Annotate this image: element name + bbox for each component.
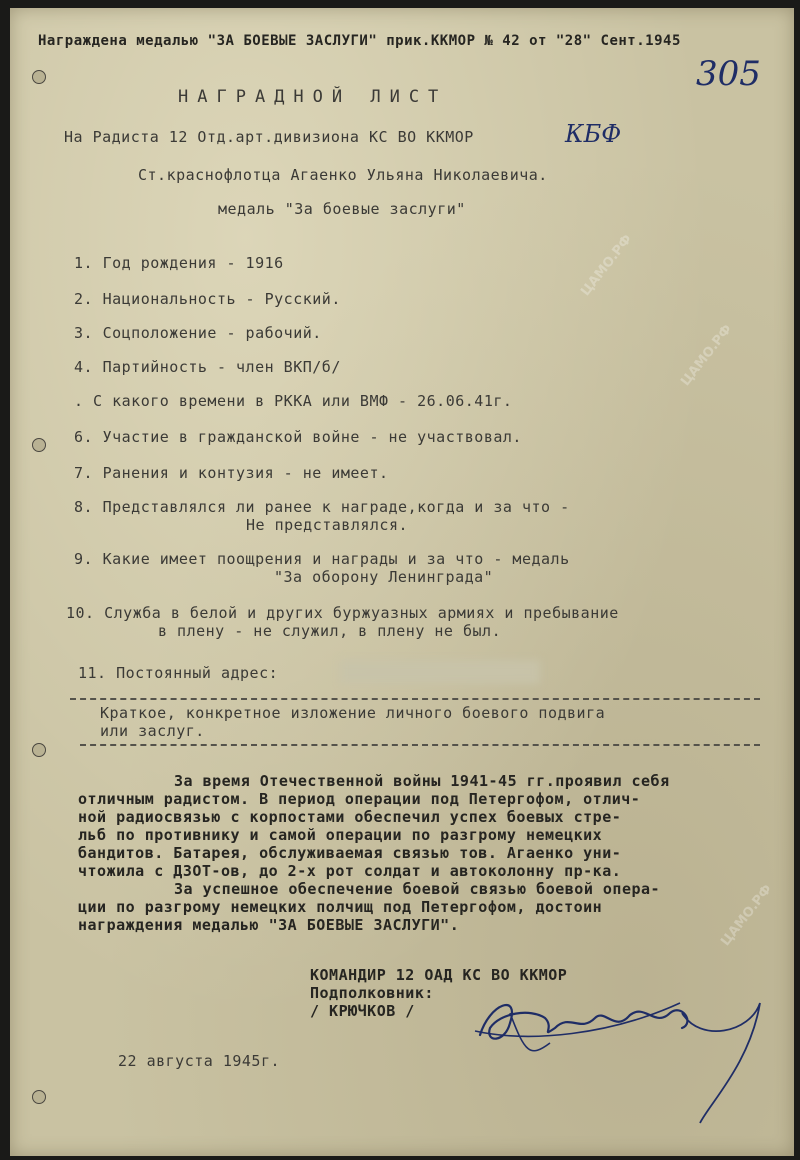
summary-line: отличным радистом. В период операции под Петергофом, отлич- [78,790,641,808]
separator-line [70,698,760,700]
watermark: ЦАМО.РФ [578,231,636,300]
punch-hole [32,70,46,84]
medal-name: медаль "За боевые заслуги" [218,200,466,218]
watermark: ЦАМО.РФ [718,881,776,950]
punch-hole [32,1090,46,1104]
item-birth-year: 1. Год рождения - 1916 [74,254,284,272]
item-service-start: . С какого времени в РККА или ВМФ - 26.06.41г. [74,392,513,410]
recipient-unit: На Радиста 12 Отд.арт.дивизиона КС ВО ККМОР [64,128,474,146]
summary-line: ции по разгрому немецких полчищ под Петергофом, достоин [78,898,603,916]
summary-line: награждения медалью "ЗА БОЕВЫЕ ЗАСЛУГИ". [78,916,460,934]
summary-line: льб по противнику и самой операции по разгрому немецких [78,826,603,844]
item-rewards-answer: "За оборону Ленинграда" [274,568,494,586]
summary-line: За время Отечественной войны 1941-45 гг.проявил себя [174,772,670,790]
item-white-army: 10. Служба в белой и других буржуазных армиях и пребывание [66,604,619,622]
recipient-name: Ст.краснофлотца Агаенко Ульяна Николаевича. [138,166,548,184]
summary-line: За успешное обеспечение боевой связью боевой опера- [174,880,661,898]
punch-hole [32,743,46,757]
summary-heading: Краткое, конкретное изложение личного боевого подвига [100,704,606,722]
document-date: 22 августа 1945г. [118,1052,281,1070]
commander-name: / КРЮЧКОВ / [310,1002,415,1020]
summary-line: ной радиосвязью с корпостами обеспечил успех боевых стре- [78,808,622,826]
summary-line: чтожила с ДЗОТ-ов, до 2-х рот солдат и автоколонну пр-ка. [78,862,622,880]
redacted-address [340,660,540,684]
item-wounds: 7. Ранения и контузия - не имеет. [74,464,389,482]
award-sheet [10,8,794,1156]
summary-line: бандитов. Батарея, обслуживаемая связью тов. Агаенко уни- [78,844,622,862]
commander-position: КОМАНДИР 12 ОАД КС ВО ККМОР [310,966,568,984]
award-order-line: Награждена медалью "ЗА БОЕВЫЕ ЗАСЛУГИ" прик.ККМОР № 42 от "28" Сент.1945 [38,33,681,49]
separator-line [80,744,760,746]
document-title: НАГРАДНОЙ ЛИСТ [178,87,448,107]
fleet-note-handwritten: КБФ [565,120,622,148]
item-party: 4. Партийность - член ВКП/б/ [74,358,341,376]
watermark: ЦАМО.РФ [678,321,736,390]
item-rewards: 9. Какие имеет поощрения и награды и за что - медаль [74,550,570,568]
punch-hole [32,438,46,452]
archive-sheet-number: 305 [696,54,761,94]
summary-heading-cont: или заслуг. [100,722,205,740]
item-social-status: 3. Соцположение - рабочий. [74,324,322,342]
item-nationality: 2. Национальность - Русский. [74,290,341,308]
item-address: 11. Постоянный адрес: [78,664,279,682]
item-white-army-answer: в плену - не служил, в плену не был. [158,622,502,640]
handwritten-signature [450,973,790,1133]
commander-rank: Подполковник: [310,984,434,1002]
item-civil-war: 6. Участие в гражданской войне - не участвовал. [74,428,522,446]
item-previous-award-answer: Не представлялся. [246,516,409,534]
item-previous-award: 8. Представлялся ли ранее к награде,когда и за что - [74,498,570,516]
